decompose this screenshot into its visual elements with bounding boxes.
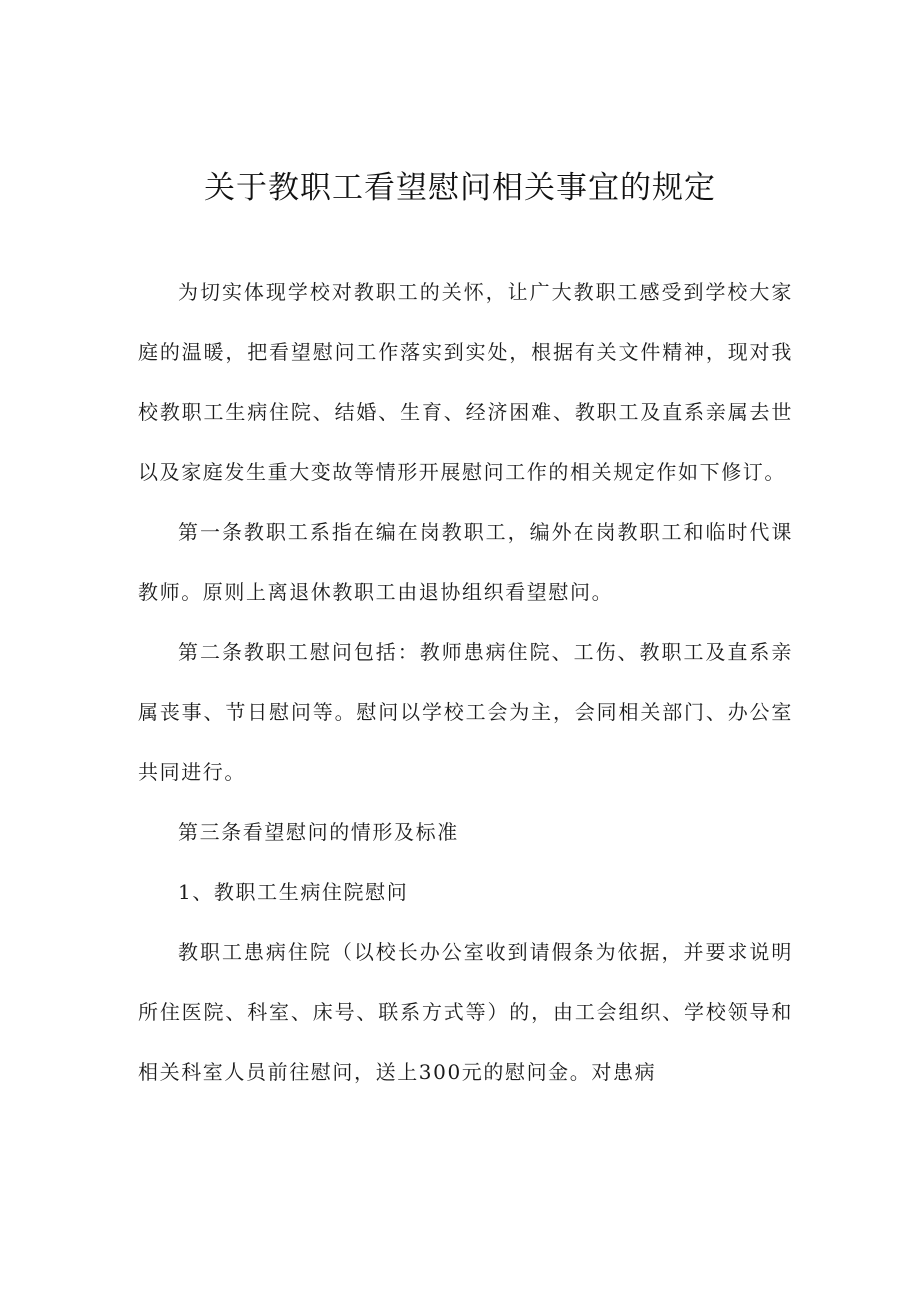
paragraph-article-2: 第二条教职工慰问包括：教师患病住院、工伤、教职工及直系亲属丧事、节日慰问等。慰问以学校工会为主，会同相关部门、办公室共同进行。 (138, 640, 793, 784)
paragraph-intro: 为切实体现学校对教职工的关怀，让广大教职工感受到学校大家庭的温暖，把看望慰问工作落实到实处，根据有关文件精神，现对我校教职工生病住院、结婚、生育、经济困难、教职工及直系亲属去世以及家庭发生重大变故等情形开展慰问工作的相关规定作如下修订。 (138, 280, 793, 484)
document-title: 关于教职工看望慰问相关事宜的规定 (204, 170, 716, 206)
paragraph-item-1-body: 教职工患病住院（以校长办公室收到请假条为依据，并要求说明所住医院、科室、床号、联系方式等）的，由工会组织、学校领导和相关科室人员前往慰问，送上300元的慰问金。对患病 (138, 940, 793, 1084)
document-body (138, 262, 793, 1102)
paragraph-article-1: 第一条教职工系指在编在岗教职工，编外在岗教职工和临时代课教师。原则上离退休教职工由退协组织看望慰问。 (138, 520, 793, 604)
paragraph-item-1-heading: 1、教职工生病住院慰问 (178, 880, 409, 904)
paragraph-article-3-heading: 第三条看望慰问的情形及标准 (178, 820, 459, 844)
